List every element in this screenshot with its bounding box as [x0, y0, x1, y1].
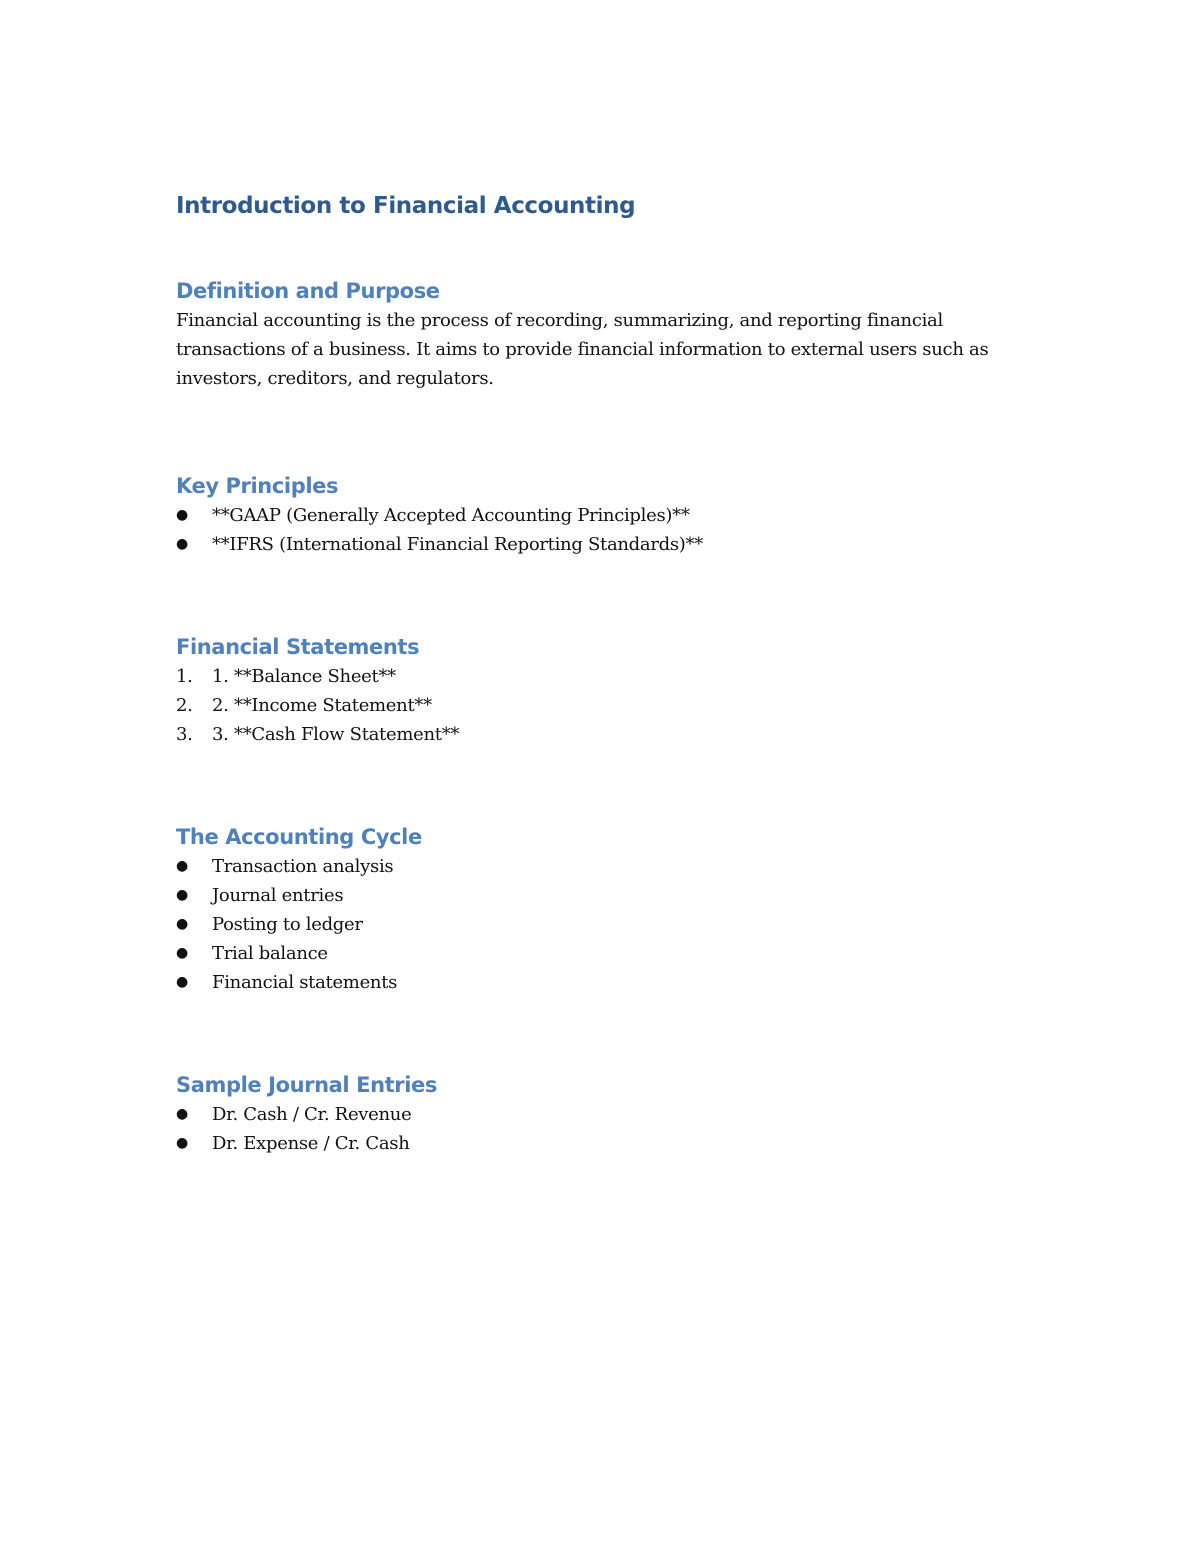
- list-item: [176, 691, 1036, 720]
- paragraph-line: transactions of a business. It aims to provide financial information to external users such as: [176, 339, 989, 360]
- document-body: [176, 190, 1036, 1158]
- list-item-text: 2. **Income Statement**: [212, 695, 432, 716]
- list-item: [176, 968, 1036, 997]
- paragraph-line: investors, creditors, and regulators.: [176, 368, 494, 389]
- financial-statements-list: [176, 662, 1036, 749]
- bullet-icon: ●: [176, 858, 188, 874]
- list-item: [176, 1129, 1036, 1158]
- bullet-icon: ●: [176, 916, 188, 932]
- list-item: [176, 1100, 1036, 1129]
- list-item-text: **GAAP (Generally Accepted Accounting Principles)**: [212, 505, 690, 526]
- paragraph-line: Financial accounting is the process of recording, summarizing, and reporting financial: [176, 310, 943, 331]
- bullet-icon: ●: [176, 1106, 188, 1122]
- list-item-text: Posting to ledger: [212, 914, 363, 935]
- journal-entries-list: [176, 1100, 1036, 1158]
- list-item-text: Dr. Cash / Cr. Revenue: [212, 1104, 412, 1125]
- bullet-icon: ●: [176, 536, 188, 552]
- list-number: 3.: [176, 724, 193, 745]
- list-item-text: Journal entries: [212, 885, 344, 906]
- key-principles-list: [176, 501, 1036, 559]
- list-item-text: Trial balance: [212, 943, 328, 964]
- list-item-text: Financial statements: [212, 972, 398, 993]
- list-number: 1.: [176, 666, 193, 687]
- bullet-icon: ●: [176, 507, 188, 523]
- accounting-cycle-list: [176, 852, 1036, 997]
- heading-key-principles: Key Principles: [176, 474, 339, 498]
- list-item-text: **IFRS (International Financial Reporting Standards)**: [212, 534, 703, 555]
- list-item-text: 3. **Cash Flow Statement**: [212, 724, 460, 745]
- list-item: [176, 881, 1036, 910]
- list-item: [176, 720, 1036, 749]
- heading-sample-journal-entries: Sample Journal Entries: [176, 1073, 437, 1097]
- heading-definition-and-purpose: Definition and Purpose: [176, 279, 440, 303]
- list-item-text: 1. **Balance Sheet**: [212, 666, 396, 687]
- bullet-icon: ●: [176, 945, 188, 961]
- list-item: [176, 910, 1036, 939]
- list-item: [176, 662, 1036, 691]
- bullet-icon: ●: [176, 887, 188, 903]
- heading-accounting-cycle: The Accounting Cycle: [176, 825, 422, 849]
- bullet-icon: ●: [176, 1135, 188, 1151]
- heading-financial-statements: Financial Statements: [176, 635, 420, 659]
- list-item: [176, 939, 1036, 968]
- document-title: Introduction to Financial Accounting: [176, 193, 636, 219]
- bullet-icon: ●: [176, 974, 188, 990]
- list-number: 2.: [176, 695, 193, 716]
- list-item: [176, 501, 1036, 530]
- definition-paragraph: [176, 306, 1036, 393]
- list-item: [176, 530, 1036, 559]
- list-item: [176, 852, 1036, 881]
- list-item-text: Transaction analysis: [212, 856, 394, 877]
- list-item-text: Dr. Expense / Cr. Cash: [212, 1133, 410, 1154]
